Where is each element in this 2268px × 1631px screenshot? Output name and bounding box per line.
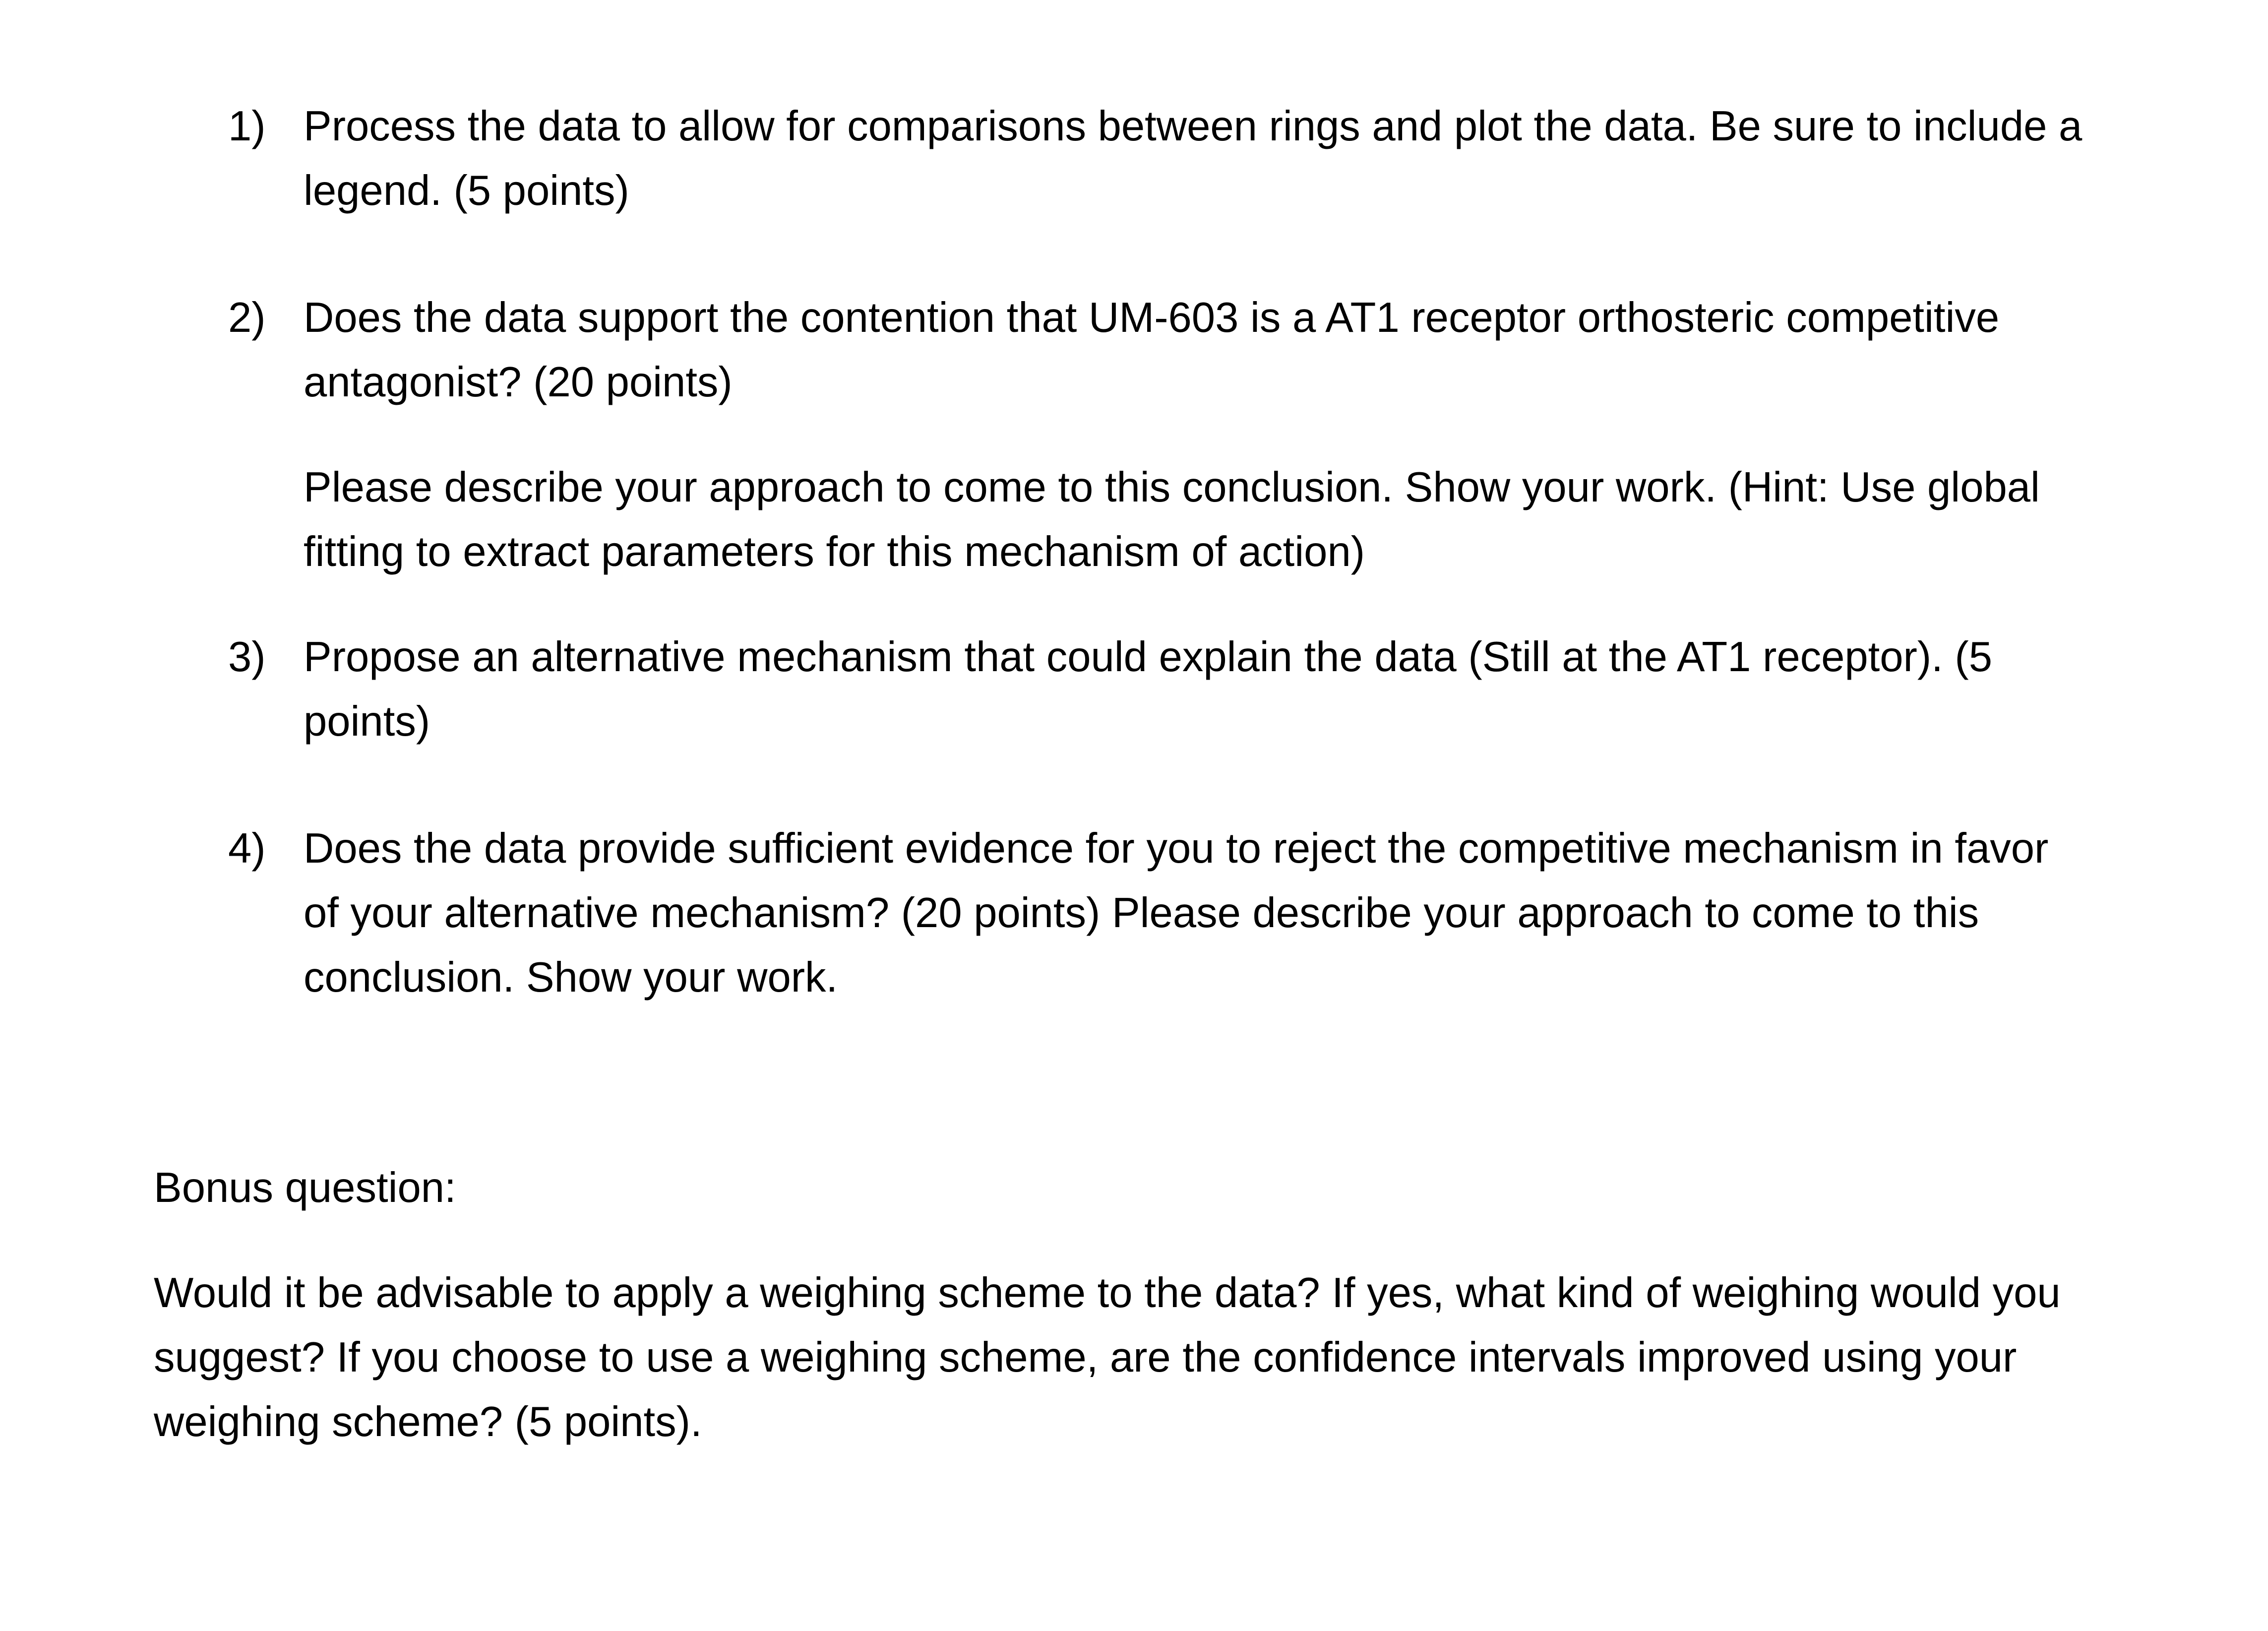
question-text-line: points) [304,698,430,745]
question-text-line: conclusion. Show your work. [304,954,838,1001]
question-number: 4) [228,825,266,872]
question-text-line: Does the data support the contention that UM-603 is a AT1 receptor orthosteric competitive [304,294,2000,341]
question-text-line: legend. (5 points) [304,167,629,214]
question-text-line: of your alternative mechanism? (20 points) Please describe your approach to come to this [304,889,1979,937]
bonus-text-line: suggest? If you choose to use a weighing scheme, are the confidence intervals improved using your [154,1334,2017,1381]
question-text-line: antagonist? (20 points) [304,359,733,406]
question-text-line: Process the data to allow for comparisons between rings and plot the data. Be sure to include a [304,103,2083,150]
bonus-heading: Bonus question: [154,1164,456,1211]
question-text-line: Does the data provide sufficient evidence for you to reject the competitive mechanism in favor [304,825,2049,872]
question-text-line: Propose an alternative mechanism that could explain the data (Still at the AT1 receptor). (5 [304,633,1992,681]
bonus-text-line: Would it be advisable to apply a weighing scheme to the data? If yes, what kind of weighing would you [154,1269,2061,1317]
question-followup-line: fitting to extract parameters for this mechanism of action) [304,528,1365,575]
question-number: 3) [228,633,266,681]
question-number: 1) [228,103,266,150]
question-followup-line: Please describe your approach to come to this conclusion. Show your work. (Hint: Use global [304,464,2040,511]
question-number: 2) [228,294,266,341]
bonus-text-line: weighing scheme? (5 points). [154,1398,702,1445]
